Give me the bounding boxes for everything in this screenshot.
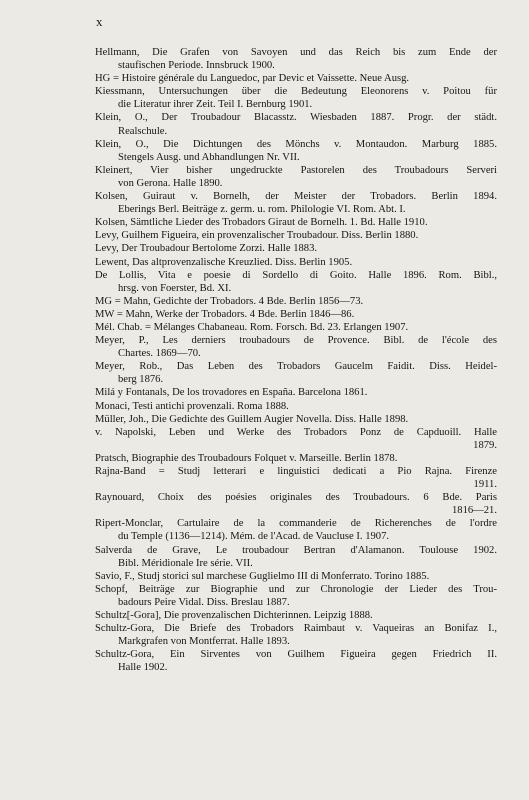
bibliography-entry [95, 648, 497, 674]
entry-line: Meyer, Rob., Das Leben des Trobadors Gaucelm Faidit. Diss. Heidel- [95, 361, 497, 373]
entry-line: Schopf, Beiträge zur Biographie und zur Chronologie der Lieder des Trou- [95, 583, 497, 595]
bibliography-entry [95, 517, 497, 543]
page-number: x [96, 14, 103, 29]
bibliography-entry [95, 386, 497, 399]
entry-continuation-line: 1879. [473, 439, 497, 451]
bibliography-entry [95, 360, 497, 386]
entry-line: Kleinert, Vier bisher ungedruckte Pastorelen des Troubadours Serveri [95, 164, 497, 176]
bibliography-entry [95, 426, 497, 452]
entry-line: Schultz-Gora, Die Briefe des Trobadors Raimbaut v. Vaqueiras an Bonifaz I., [95, 623, 497, 635]
entry-continuation-line: die Literatur ihrer Zeit. Teil I. Bernburg 1901. [118, 99, 313, 111]
entry-line: Savio, F., Studj storici sul marchese Guglielmo III di Monferrato. Torino 1885. [95, 570, 430, 582]
entry-line: Levy, Der Troubadour Bertolome Zorzi. Halle 1883. [95, 243, 318, 255]
entry-continuation-line: Eberings Berl. Beiträge z. germ. u. rom. Philologie VI. Rom. Abt. I. [118, 204, 406, 216]
bibliography-entry [95, 544, 497, 570]
entry-line: Hellmann, Die Grafen von Savoyen und das Reich bis zum Ende der [95, 47, 497, 58]
entry-line: Kolsen, Guiraut v. Bornelh, der Meister der Trobadors. Berlin 1894. [95, 191, 497, 203]
entry-line: Lewent, Das altprovenzalische Kreuzlied. Diss. Berlin 1905. [95, 256, 353, 268]
entry-line: Müller, Joh., Die Gedichte des Guillem Augier Novella. Diss. Halle 1898. [95, 413, 409, 425]
entry-continuation-line: Bibl. Méridionale Ire série. VII. [118, 557, 253, 569]
entry-continuation-line: Stengels Ausg. und Abhandlungen Nr. VII. [118, 151, 300, 163]
entry-continuation-line: Realschule. [118, 125, 168, 137]
entry-line: De Lollis, Vita e poesie di Sordello di Goito. Halle 1896. Rom. Bibl., [95, 269, 497, 281]
entry-line: Meyer, P., Les derniers troubadours de Provence. Bibl. de l'école des [95, 335, 497, 347]
bibliography-entry [95, 85, 497, 111]
bibliography-entry [95, 269, 497, 295]
bibliography-entry [95, 570, 497, 583]
bibliography-entry [95, 413, 497, 426]
entry-line: Schultz[-Gora], Die provenzalischen Dichterinnen. Leipzig 1888. [95, 610, 373, 622]
bibliography-entry [95, 308, 497, 321]
bibliography-entry [95, 46, 497, 72]
bibliography-entry [95, 242, 497, 255]
entry-continuation-line: 1816—21. [451, 505, 497, 517]
bibliography-entry [95, 400, 497, 413]
bibliography-entry [95, 164, 497, 190]
entry-line: Ripert-Monclar, Cartulaire de la commanderie de Richerenches de l'ordre [95, 518, 497, 530]
entry-continuation-line: Markgrafen von Montferrat. Halle 1893. [118, 636, 290, 648]
entry-continuation-line: Chartes. 1869—70. [118, 348, 201, 360]
bibliography-list [95, 46, 497, 675]
bibliography-entry [95, 216, 497, 229]
bibliography-entry [95, 622, 497, 648]
bibliography-entry [95, 111, 497, 137]
entry-continuation-line: badours Peire Vidal. Diss. Breslau 1887. [118, 596, 290, 608]
entry-line: Salverda de Grave, Le troubadour Bertran d'Alamanon. Toulouse 1902. [95, 544, 497, 556]
bibliography-entry [95, 491, 497, 517]
entry-continuation-line: hrsg. von Foerster, Bd. XI. [118, 282, 232, 294]
entry-continuation-line: 1911. [473, 479, 497, 491]
bibliography-entry [95, 609, 497, 622]
entry-line: Schultz-Gora, Ein Sirventes von Guilhem Figueira gegen Friedrich II. [95, 649, 497, 661]
entry-continuation-line: von Gerona. Halle 1890. [118, 177, 223, 189]
bibliography-entry [95, 138, 497, 164]
entry-continuation-line: du Temple (1136—1214). Mém. de l'Acad. de Vaucluse I. 1907. [118, 531, 390, 543]
entry-line: Pratsch, Biographie des Troubadours Folquet v. Marseille. Berlin 1878. [95, 452, 398, 464]
bibliography-entry [95, 452, 497, 465]
bibliography-entry [95, 190, 497, 216]
entry-line: Klein, O., Der Troubadour Blacasstz. Wiesbaden 1887. Progr. der städt. [95, 112, 497, 124]
entry-line: Raynouard, Choix des poésies originales des Troubadours. 6 Bde. Paris [95, 492, 497, 504]
entry-line: Klein, O., Die Dichtungen des Mönchs v. Montaudon. Marburg 1885. [95, 138, 497, 150]
entry-line: HG = Histoire générale du Languedoc, par Devic et Vaissette. Neue Ausg. [95, 73, 410, 85]
bibliography-entry [95, 295, 497, 308]
entry-line: Rajna-Band = Studj letterari e linguistici dedicati a Pio Rajna. Firenze [95, 466, 497, 477]
entry-line: Milá y Fontanals, De los trovadores en España. Barcelona 1861. [95, 387, 368, 399]
entry-line: Kiessmann, Untersuchungen über die Bedeutung Eleonorens v. Poitou für [95, 86, 497, 98]
bibliography-entry [95, 256, 497, 269]
entry-line: v. Napolski, Leben und Werke des Trobadors Ponz de Capduoill. Halle [95, 426, 497, 438]
entry-line: Kolsen, Sämtliche Lieder des Trobadors Giraut de Bornelh. 1. Bd. Halle 1910. [95, 217, 428, 229]
entry-line: Mél. Chab. = Mélanges Chabaneau. Rom. Forsch. Bd. 23. Erlangen 1907. [95, 321, 409, 333]
bibliography-entry [95, 334, 497, 360]
bibliography-entry [95, 465, 497, 491]
entry-continuation-line: berg 1876. [118, 374, 164, 386]
entry-line: Monaci, Testi antichi provenzali. Roma 1888. [95, 400, 289, 412]
bibliography-entry [95, 72, 497, 85]
entry-continuation-line: staufischen Periode. Innsbruck 1900. [118, 60, 275, 72]
bibliography-entry [95, 321, 497, 334]
entry-continuation-line: Halle 1902. [118, 662, 168, 674]
entry-line: Levy, Guilhem Figueira, ein provenzalischer Troubadour. Diss. Berlin 1880. [95, 230, 419, 242]
entry-line: MW = Mahn, Werke der Trobadors. 4 Bde. Berlin 1846—86. [95, 308, 355, 320]
bibliography-entry [95, 229, 497, 242]
bibliography-entry [95, 583, 497, 609]
entry-line: MG = Mahn, Gedichte der Trobadors. 4 Bde. Berlin 1856—73. [95, 295, 364, 307]
